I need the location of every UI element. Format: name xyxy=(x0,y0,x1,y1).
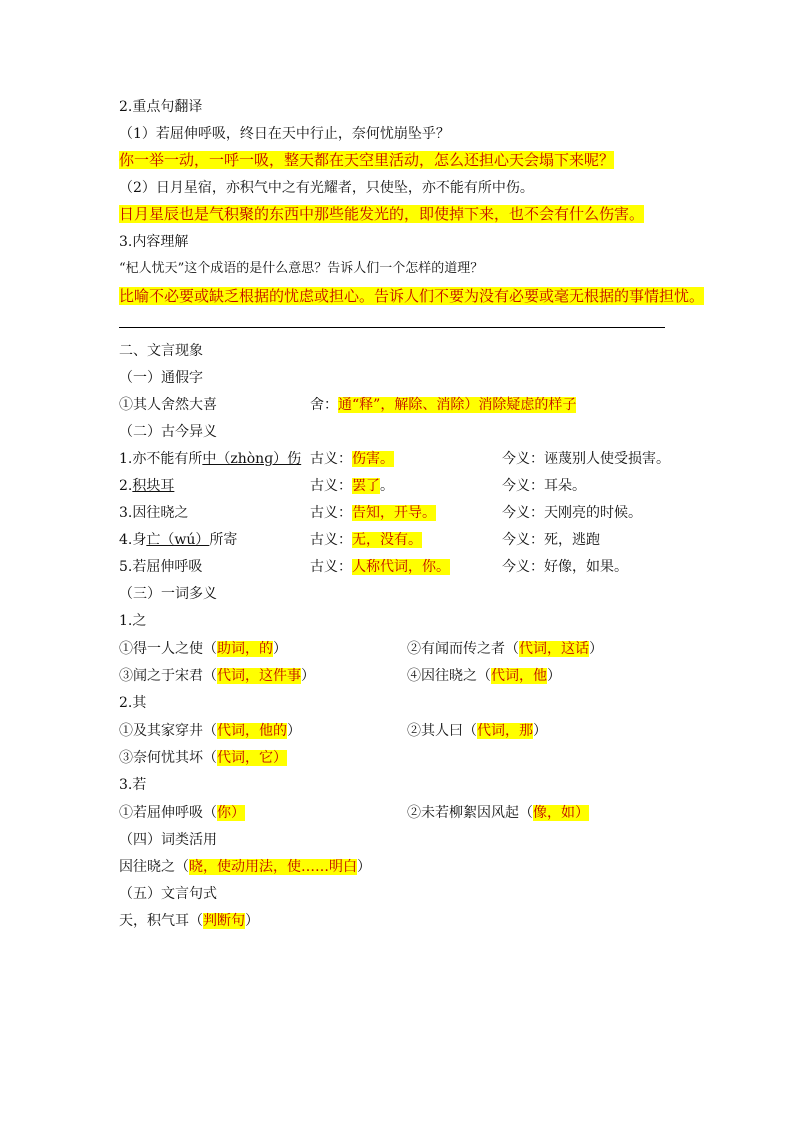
duoyi-word-qi: 2.其 xyxy=(119,695,147,711)
gujin-new-meaning: 今义：耳朵。 xyxy=(502,478,586,494)
duoyi-row xyxy=(119,803,665,823)
subsection-duoyi: （三）一词多义 xyxy=(119,586,217,602)
duoyi-item: ③闻之于宋君（代词，这件事） xyxy=(119,668,315,684)
duoyi-item: ②有闻而传之者（代词，这话） xyxy=(407,641,603,657)
duoyi-item: ②未若柳絮因风起（像，如） xyxy=(407,805,589,821)
subsection-gujin: （二）古今异义 xyxy=(119,424,217,440)
question-2: （2）日月星宿，亦积气中之有光耀者，只使坠，亦不能有所中伤。 xyxy=(119,180,534,196)
gujin-old-meaning: 古义：告知，开导。 xyxy=(310,505,436,521)
subsection-huoyong: （四）词类活用 xyxy=(119,832,217,848)
tongjia-row xyxy=(119,395,665,415)
duoyi-item: ①及其家穿井（代词，他的） xyxy=(119,723,301,739)
gujin-old-meaning: 古义：无，没有。 xyxy=(310,532,422,548)
duoyi-word-zhi: 1.之 xyxy=(119,613,147,629)
duoyi-item: ③奈何忧其坏（代词，它） xyxy=(119,750,287,766)
answer-1-text: 你一举一动，一呼一吸，整天都在天空里活动，怎么还担心天会塌下来呢？ xyxy=(119,151,615,169)
gujin-row xyxy=(119,449,679,469)
tongjia-answer: 通“释”，解除、消除）消除疑虑的样子 xyxy=(338,397,577,413)
gujin-new-meaning: 今义：天刚亮的时候。 xyxy=(502,505,642,521)
duoyi-row xyxy=(119,666,665,686)
subsection-tongjia: （一）通假字 xyxy=(119,370,203,386)
part-title-phenomena: 二、文言现象 xyxy=(119,343,203,359)
duoyi-item: ②其人曰（代词，那） xyxy=(407,723,547,739)
gujin-item: 5.若屈伸呼吸 xyxy=(119,559,203,575)
understanding-question: “杞人忧天”这个成语的是什么意思？告诉人们一个怎样的道理？ xyxy=(119,261,484,276)
subsection-jushi: （五）文言句式 xyxy=(119,886,217,902)
tongjia-item: ①其人舍然大喜 xyxy=(119,397,217,413)
duoyi-item: ①得一人之使（助词，的） xyxy=(119,641,287,657)
tongjia-answer-group xyxy=(310,395,576,415)
duoyi-row xyxy=(119,639,665,659)
gujin-row xyxy=(119,530,679,550)
duoyi-item: ①若屈伸呼吸（你） xyxy=(119,805,245,821)
section-title-understanding: 3.内容理解 xyxy=(119,234,189,250)
gujin-row xyxy=(119,476,679,496)
gujin-row xyxy=(119,503,679,523)
duoyi-row xyxy=(119,748,287,768)
gujin-item: 4.身亡（wú）所寄 xyxy=(119,532,238,548)
gujin-new-meaning: 今义：诬蔑别人使受损害。 xyxy=(502,451,670,467)
understanding-answer-text: 比喻不必要或缺乏根据的忧虑或担心。告诉人们不要为没有必要或毫无根据的事情担忧。 xyxy=(119,287,705,305)
duoyi-word-ruo: 3.若 xyxy=(119,777,147,793)
gujin-new-meaning: 今义：好像，如果。 xyxy=(502,559,628,575)
gujin-old-meaning: 古义：人称代词，你。 xyxy=(310,559,450,575)
gujin-row xyxy=(119,557,679,577)
gujin-item: 2.积块耳 xyxy=(119,478,175,494)
gujin-old-meaning: 古义：罢了。 xyxy=(310,478,394,494)
gujin-new-meaning: 今义：死，逃跑 xyxy=(502,532,600,548)
answer-2-text: 日月星辰也是气积聚的东西中那些能发光的，即使掉下来，也不会有什么伤害。 xyxy=(119,205,645,223)
huoyong-item: 因往晓之（晓，使动用法，使……明白） xyxy=(119,859,371,875)
duoyi-item: ④因往晓之（代词，他） xyxy=(407,668,561,684)
gujin-old-meaning: 古义：伤害。 xyxy=(310,451,394,467)
answer-1 xyxy=(119,150,614,170)
divider-line xyxy=(119,327,665,328)
gujin-item: 3.因往晓之 xyxy=(119,505,189,521)
answer-2 xyxy=(119,204,644,224)
duoyi-row xyxy=(119,721,665,741)
tongjia-key: 舍： xyxy=(310,397,338,413)
jushi-item: 天，积气耳（判断句） xyxy=(119,913,259,929)
section-title-translation: 2.重点句翻译 xyxy=(119,99,203,115)
question-1: （1）若屈伸呼吸，终日在天中行止，奈何忧崩坠乎？ xyxy=(119,126,450,142)
gujin-item: 1.亦不能有所中（zhònɡ）伤 xyxy=(119,451,302,467)
understanding-answer xyxy=(119,286,704,306)
